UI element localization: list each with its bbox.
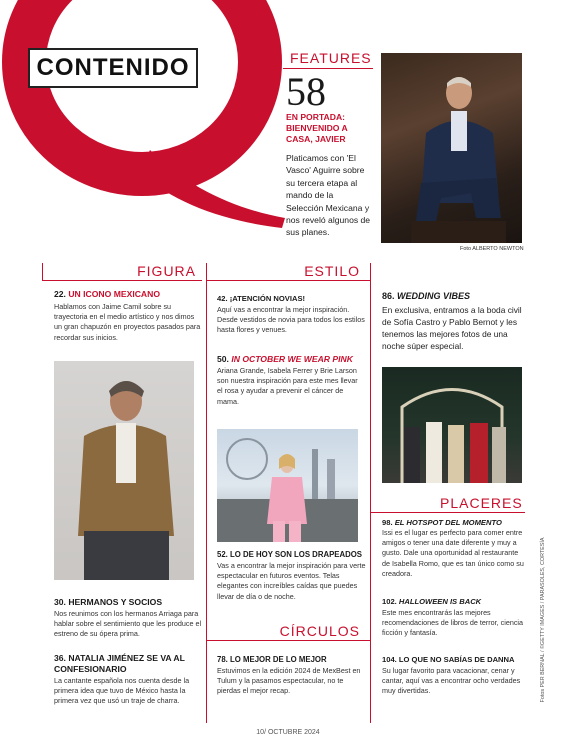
figura-item-3-body: La cantante española nos cuenta desde la primera idea que tuvo de México hasta la primera vez que usó un traje de charra. (54, 676, 190, 706)
wedding-photo (382, 367, 522, 483)
estilo-photo-pink-outfit (217, 429, 358, 542)
feature-page-number: 58 (286, 69, 326, 114)
figura-photo-jaime (54, 361, 194, 580)
placeres-item-2-title: 102. HALLOWEEN IS BACK (382, 597, 482, 606)
figura-item-2-body: Nos reunimos con los hermanos Arriaga para hablar sobre el sentimiento que les produce el estreno de su ópera prima. (54, 609, 202, 639)
cover-photo-javier (381, 53, 522, 243)
estilo-item-2-title: 50. IN OCTOBER WE WEAR PINK (217, 354, 353, 364)
estilo-item-2-body: Ariana Grande, Isabela Ferrer y Brie Larson son nuestra inspiración para este mes llevar el rosa y ayudar a prevenir el cáncer de mama. (217, 366, 358, 406)
section-title-features: FEATURES (290, 50, 372, 66)
estilo-rule (206, 280, 370, 281)
circulos-item-1-body: Estuvimos en la edición 2024 de MexBest en Tulum y la pasamos espectacular, no te pierdas el mejor recap. (217, 666, 361, 696)
page-folio: 10/ OCTUBRE 2024 (256, 729, 320, 736)
wedding-left-rule (370, 263, 371, 723)
feature-headline: EN PORTADA: BIENVENIDO A CASA, JAVIER (286, 112, 348, 144)
figura-left-rule (42, 263, 43, 281)
placeres-item-3-body: Su lugar favorito para vacacionar, cenar y cantar, aquí vas a encontrar ocho verdades muy divertidas. (382, 666, 521, 696)
placeres-rule (370, 512, 525, 513)
placeres-item-3-title: 104. LO QUE NO SABÍAS DE DANNA (382, 655, 515, 664)
figura-rule (42, 280, 202, 281)
section-title-circulos: CÍRCULOS (279, 623, 360, 639)
wedding-body: En exclusiva, entramos a la boda civil de Sofía Castro y Pablo Bernot y les tenemos las mejores fotos de una noche súper especial. (382, 305, 522, 351)
placeres-item-1-body: Issi es el lugar es perfecto para comer entre amigos o tener una date diferente y muy a gusto. Dale una oportunidad al restaurante de Isabella Romo, que es tan único como su creadora. (382, 528, 524, 578)
estilo-item-3-body: Vas a encontrar la mejor inspiración para verte espectacular en futuros eventos. Telas elegantes con increíbles caídas que puedes llevar de día o de noche. (217, 561, 366, 601)
masthead-q-logo (0, 0, 300, 230)
figura-item-2-title: 30. HERMANOS Y SOCIOS (54, 597, 163, 607)
placeres-item-1-title: 98. EL HOTSPOT DEL MOMENTO (382, 518, 502, 527)
circulos-rule (206, 640, 370, 641)
photo-credit-cover: Foto ALBERTO NEWTON (460, 246, 524, 252)
section-title-estilo: ESTILO (304, 263, 360, 279)
figura-item-1-title: 22. UN ICONO MEXICANO (54, 289, 161, 299)
circulos-item-1-title: 78. LO MEJOR DE LO MEJOR (217, 655, 327, 664)
feature-body: Platicamos con 'El Vasco' Aguirre sobre su tercera etapa al mando de la Selección Mexicana y nos reveló algunos de sus planes. (286, 153, 371, 238)
section-title-figura: FIGURA (137, 263, 196, 279)
section-title-placeres: PLACERES (440, 495, 523, 511)
estilo-left-rule (206, 263, 207, 723)
wedding-title: 86. WEDDING VIBES (382, 291, 471, 301)
figura-item-3-title: 36. NATALIA JIMÉNEZ SE VA AL CONFESIONARIO (54, 653, 185, 674)
estilo-item-1-title: 42. ¡ATENCIÓN NOVIAS! (217, 294, 306, 303)
estilo-item-1-body: Aquí vas a encontrar la mejor inspiración. Desde vestidos de novia para todos los estilos hasta flores y venues. (217, 305, 365, 335)
estilo-item-3-title: 52. LO DE HOY SON LOS DRAPEADOS (217, 550, 363, 559)
side-photo-credit: Fotos PER BERNAL / ©GETTY IMAGES / PARASOLES, CORTESÍA (540, 537, 546, 703)
figura-item-1-body: Hablamos con Jaime Camil sobre su trayectoria en el medio artístico y nos dimos un gran chapuzón en proyectos pasados para recordar sus inicios. (54, 302, 201, 342)
page-title: CONTENIDO (36, 54, 190, 81)
placeres-item-2-body: Este mes encontrarás las mejores recomendaciones de libros de terror, ciencia ficción y fantasía. (382, 608, 524, 638)
